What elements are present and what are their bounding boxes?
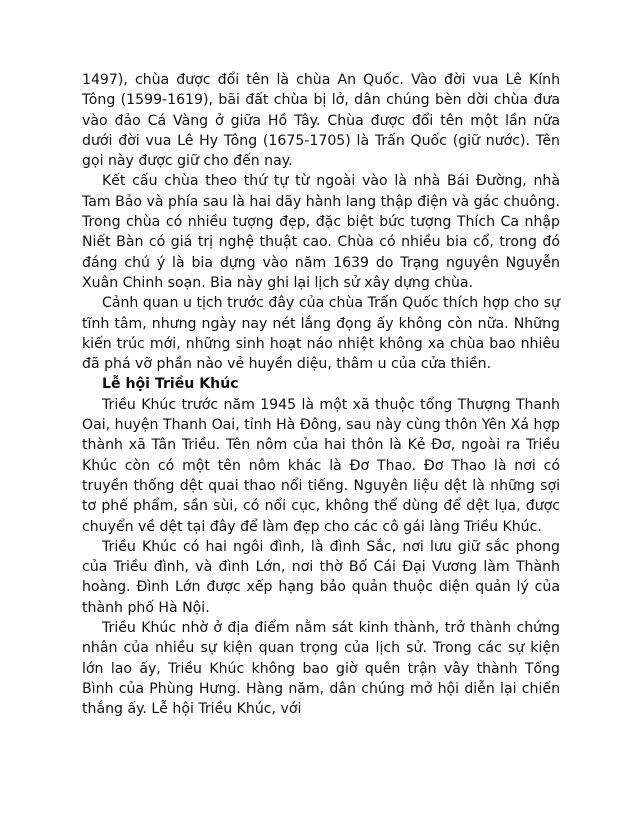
paragraph-trieu-khuc-origin: Triều Khúc trước năm 1945 là một xã thuộc tổng Thượng Thanh Oai, huyện Thanh Oai, tỉnh Hà Đông, sau này cùng thôn Yên Xá hợp thành xã Tân Triều. Tên nôm của hai thôn là Kẻ Đơ, ngoài ra Triều Khúc còn có một tên nôm khác là Đơ Thao. Đơ Thao là nơi có truyền thống dệt quai thao nổi tiếng. Nguyên liệu dệt là những sợi tơ phế phẩm, sần sùi, có nổi cục, không thể dùng để dệt lụa, được chuyển về dệt tại đây để làm đẹp cho các cô gái làng Triều Khúc. [82,396,560,535]
paragraph-trieu-khuc-festival: Triều Khúc nhờ ở địa điểm nằm sát kinh thành, trở thành chứng nhân của nhiều sự kiện quan trọng của lịch sử. Trong các sự kiện lớn lao ấy, Triều Khúc không bao giờ quên trận vây thành Tống Bình của Phùng Hưng. Hàng năm, dân chúng mở hội diễn lại chiến thắng ấy. Lễ hội Triều Khúc, với [82,620,560,718]
section-heading-trieu-khuc: Lễ hội Triều Khúc [102,376,239,393]
paragraph-trieu-khuc-temples: Triều Khúc có hai ngôi đình, là đình Sắc, nơi lưu giữ sắc phong của Triều đình, và đình Lớn, nơi thờ Bố Cái Đại Vương làm Thành hoàng. Đình Lớn được xếp hạng bảo quản thuộc diện quản lý của thành phố Hà Nội. [82,538,560,616]
paragraph-tran-quoc-landscape: Cảnh quan u tịch trước đây của chùa Trấn Quốc thích hợp cho sự tĩnh tâm, nhưng ngày nay nét lắng đọng ấy không còn nữa. Những kiến trúc mới, những sinh hoạt náo nhiệt không xa chùa bao nhiêu đã phá vỡ phần nào vẻ huyền diệu, thâm u của cửa thiền. [82,295,560,373]
paragraph-tran-quoc-history: 1497), chùa được đổi tên là chùa An Quốc. Vào đời vua Lê Kính Tông (1599-1619), bãi đất chùa bị lở, dân chúng bèn dời chùa đưa vào đảo Cá Vàng ở giữa Hồ Tây. Chùa được đổi tên một lần nữa dưới đời vua Lê Hy Tông (1675-1705) là Trấn Quốc (giữ nước). Tên gọi này được giữ cho đến nay. [82,72,560,170]
paragraph-tran-quoc-structure: Kết cấu chùa theo thứ tự từ ngoài vào là nhà Bái Đường, nhà Tam Bảo và phía sau là hai dãy hành lang thập điện và gác chuông. Trong chùa có nhiều tượng đẹp, đặc biệt bức tượng Thích Ca nhập Niết Bàn có giá trị nghệ thuật cao. Chùa có nhiều bia cổ, trong đó đáng chú ý là bia dựng vào năm 1639 do Trạng nguyên Nguyễn Xuân Chinh soạn. Bia này ghi lại lịch sử xây dựng chùa. [82,173,560,291]
document-page [82,70,560,720]
